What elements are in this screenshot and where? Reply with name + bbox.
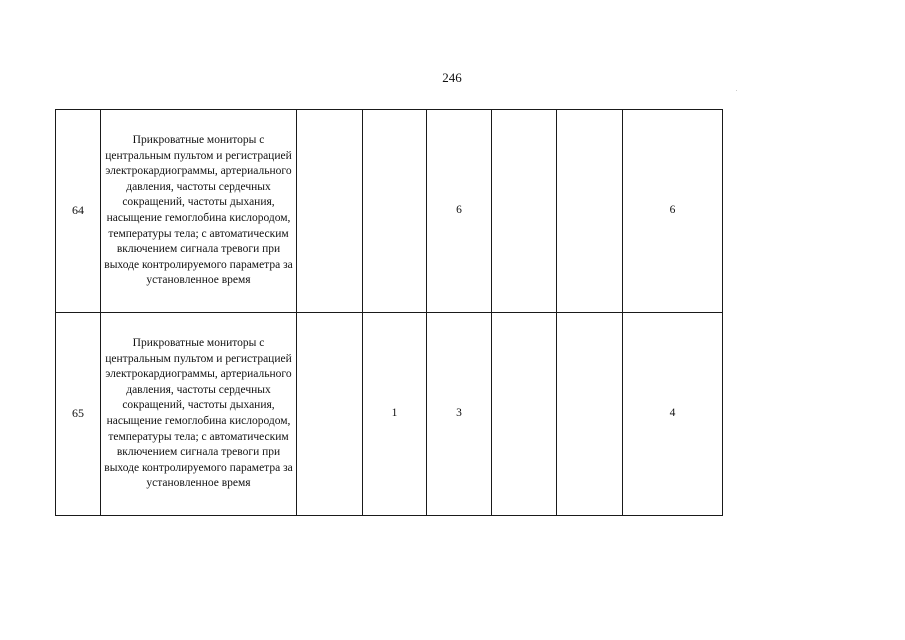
table-cell — [557, 313, 623, 516]
table-cell: 6 — [427, 110, 492, 313]
table-cell — [492, 313, 557, 516]
table-cell — [297, 110, 363, 313]
table-cell-total: 6 — [623, 110, 723, 313]
scan-artifact — [736, 90, 737, 91]
table-cell — [492, 110, 557, 313]
table-cell — [297, 313, 363, 516]
equipment-description: Прикроватные мониторы с центральным пультом и регистрацией электрокардиограммы, артериального давления, частоты сердечных сокращений, частоты дыхания, насыщение гемоглобина кислородом, температуры тела; с автоматическим включением сигнала тревоги при выходе контролируемого параметра за установленное время — [101, 110, 297, 313]
page-number: 246 — [442, 70, 462, 85]
equipment-table — [55, 109, 723, 516]
table-row — [56, 313, 723, 516]
row-number: 65 — [56, 313, 101, 516]
table-cell: 1 — [363, 313, 427, 516]
equipment-description: Прикроватные мониторы с центральным пультом и регистрацией электрокардиограммы, артериального давления, частоты сердечных сокращений, частоты дыхания, насыщение гемоглобина кислородом, температуры тела; с автоматическим включением сигнала тревоги при выходе контролируемого параметра за установленное время — [101, 313, 297, 516]
table-cell: 3 — [427, 313, 492, 516]
table-row — [56, 110, 723, 313]
table-cell — [363, 110, 427, 313]
row-number: 64 — [56, 110, 101, 313]
table-cell — [557, 110, 623, 313]
table-cell-total: 4 — [623, 313, 723, 516]
